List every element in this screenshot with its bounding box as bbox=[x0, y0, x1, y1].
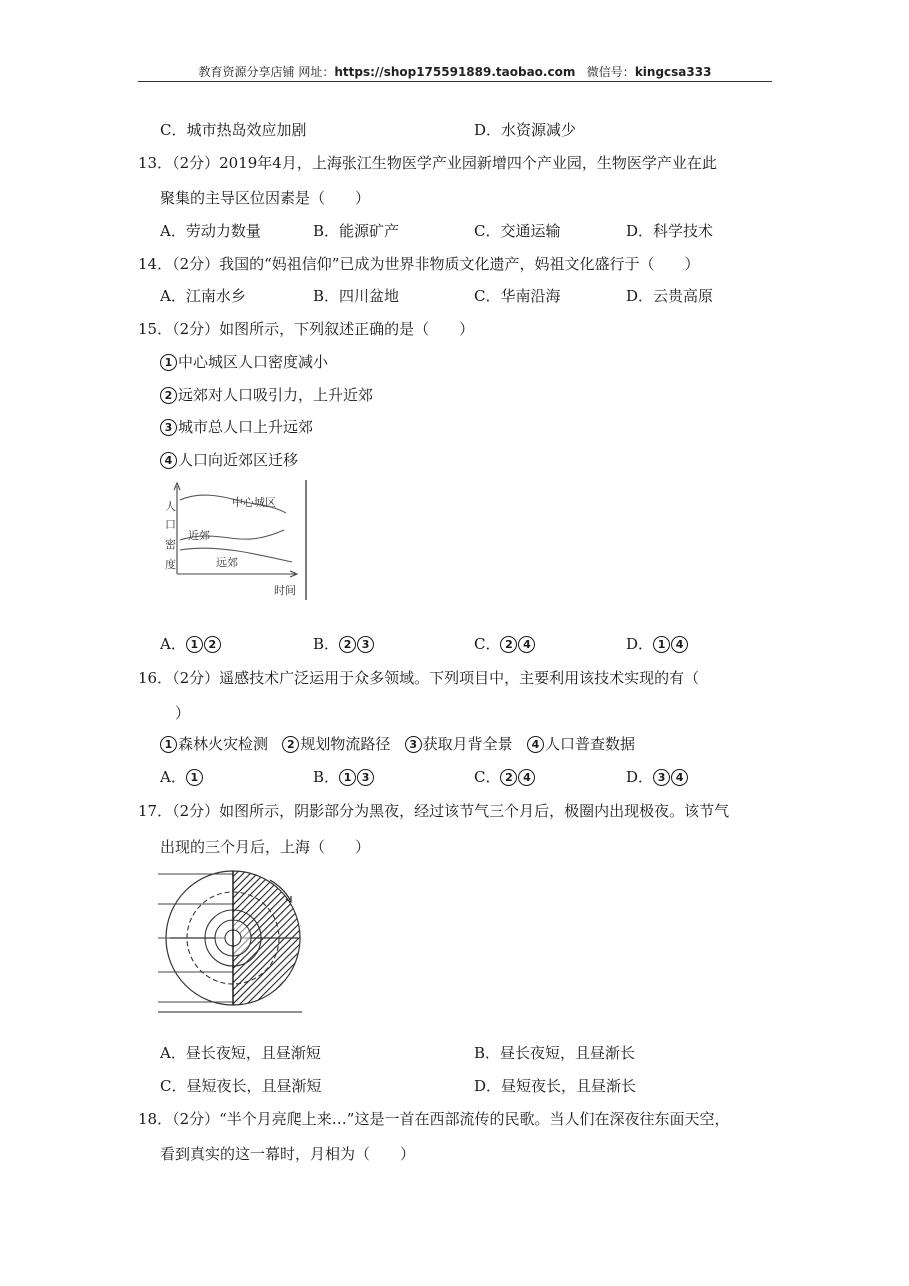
header-shop-label: 教育资源分享店铺 网址： bbox=[198, 65, 335, 79]
q16-items bbox=[160, 734, 635, 754]
q17-daynight-figure bbox=[158, 866, 304, 1014]
q15-option-b: B． 2 3 bbox=[313, 634, 375, 654]
header-url[interactable]: https://shop175591889.taobao.com bbox=[334, 65, 576, 79]
q13-option-c: C．交通运输 bbox=[474, 222, 561, 240]
q15-statement-1-text: 中心城区人口密度减小 bbox=[178, 353, 329, 371]
circled-4: 4 bbox=[160, 452, 177, 469]
q17-stem-line1: 17．（2分）如图所示，阴影部分为黑夜，经过该节气三个月后，极圈内出现极夜。该节气 bbox=[138, 802, 730, 820]
q17-option-b: B．昼长夜短，且昼渐长 bbox=[474, 1044, 636, 1062]
q12-option-d: D．水资源减少 bbox=[474, 121, 577, 139]
q15-ylabel-4: 度 bbox=[165, 558, 176, 571]
circled-4: 4 bbox=[671, 769, 688, 786]
q16-item-4: 人口普查数据 bbox=[544, 735, 635, 753]
circled-1: 1 bbox=[186, 769, 203, 786]
q15-stem: 15．（2分）如图所示，下列叙述正确的是（ ） bbox=[138, 320, 475, 338]
q15-statement-2-text: 远郊对人口吸引力，上升近郊 bbox=[178, 386, 374, 404]
circled-1: 1 bbox=[339, 769, 356, 786]
circled-3: 3 bbox=[357, 636, 374, 653]
q16-option-b: B． 1 3 bbox=[313, 767, 375, 787]
q14-stem: 14．（2分）我国的“妈祖信仰”已成为世界非物质文化遗产，妈祖文化盛行于（ ） bbox=[138, 255, 700, 273]
q15-label-far: 远郊 bbox=[216, 556, 238, 569]
q16-option-d: D． 3 4 bbox=[626, 767, 689, 787]
q16-item-2: 规划物流路径 bbox=[300, 735, 391, 753]
q15-statement-4-text: 人口向近郊区迁移 bbox=[178, 451, 299, 469]
q15-option-d: D． 1 4 bbox=[626, 634, 689, 654]
circled-4: 4 bbox=[671, 636, 688, 653]
q15-statement-1 bbox=[160, 352, 328, 372]
circled-3: 3 bbox=[405, 736, 422, 753]
circled-4: 4 bbox=[518, 636, 535, 653]
header-wechat-label: 微信号： bbox=[586, 65, 635, 79]
q15-ylabel-2: 口 bbox=[165, 518, 176, 531]
circled-2: 2 bbox=[339, 636, 356, 653]
q14-option-b: B．四川盆地 bbox=[313, 287, 400, 305]
circled-1: 1 bbox=[186, 636, 203, 653]
q13-stem-line1: 13．（2分）2019年4月，上海张江生物医学产业园新增四个产业园，生物医学产业在此 bbox=[138, 154, 717, 172]
q15-statement-3-text: 城市总人口上升远郊 bbox=[178, 418, 314, 436]
q14-option-a: A．江南水乡 bbox=[160, 287, 246, 305]
q17-option-d: D．昼短夜长，且昼渐长 bbox=[474, 1077, 637, 1095]
q13-option-b: B．能源矿产 bbox=[313, 222, 400, 240]
q17-stem-line2: 出现的三个月后，上海（ ） bbox=[160, 838, 371, 856]
q13-option-a: A．劳动力数量 bbox=[160, 222, 261, 240]
circled-1: 1 bbox=[160, 736, 177, 753]
circled-4: 4 bbox=[527, 736, 544, 753]
circled-2: 2 bbox=[204, 636, 221, 653]
q14-option-d: D．云贵高原 bbox=[626, 287, 714, 305]
q15-statement-4 bbox=[160, 450, 298, 470]
q16-item-1: 森林火灾检测 bbox=[178, 735, 269, 753]
header-rule bbox=[138, 81, 772, 82]
circled-2: 2 bbox=[500, 636, 517, 653]
circled-2: 2 bbox=[282, 736, 299, 753]
circled-4: 4 bbox=[518, 769, 535, 786]
q17-option-a: A．昼长夜短，且昼渐短 bbox=[160, 1044, 321, 1062]
q13-stem-line2: 聚集的主导区位因素是（ ） bbox=[160, 189, 371, 207]
q16-stem-line2: ） bbox=[175, 704, 191, 722]
q15-option-a: A． 1 2 bbox=[160, 634, 222, 654]
q17-option-c: C．昼短夜长，且昼渐短 bbox=[160, 1077, 322, 1095]
circled-2: 2 bbox=[500, 769, 517, 786]
q15-ylabel-3: 密 bbox=[165, 538, 176, 551]
q12-option-c: C．城市热岛效应加剧 bbox=[160, 121, 307, 139]
q15-label-near: 近郊 bbox=[188, 529, 210, 542]
header-wechat-id: kingcsa333 bbox=[634, 65, 712, 79]
circled-3: 3 bbox=[357, 769, 374, 786]
q14-option-c: C．华南沿海 bbox=[474, 287, 561, 305]
circled-3: 3 bbox=[160, 419, 177, 436]
q16-item-3: 获取月背全景 bbox=[422, 735, 513, 753]
q15-statement-3 bbox=[160, 417, 313, 437]
circled-1: 1 bbox=[653, 636, 670, 653]
q16-option-a: A． 1 bbox=[160, 767, 204, 787]
q15-label-center: 中心城区 bbox=[232, 496, 276, 509]
q13-option-d: D．科学技术 bbox=[626, 222, 714, 240]
circled-1: 1 bbox=[160, 354, 177, 371]
q18-stem-line1: 18．（2分）“半个月亮爬上来…”这是一首在西部流传的民歌。当人们在深夜往东面天空， bbox=[138, 1110, 730, 1128]
circled-2: 2 bbox=[160, 387, 177, 404]
q15-ylabel-1: 人 bbox=[165, 500, 176, 513]
q15-option-c: C． 2 4 bbox=[474, 634, 536, 654]
q18-stem-line2: 看到真实的这一幕时，月相为（ ） bbox=[160, 1145, 416, 1163]
q15-xlabel: 时间 bbox=[274, 584, 296, 597]
page-header bbox=[138, 63, 772, 80]
q15-population-density-figure bbox=[158, 478, 310, 602]
q16-option-c: C． 2 4 bbox=[474, 767, 536, 787]
q15-statement-2 bbox=[160, 385, 373, 405]
q16-stem-line1: 16．（2分）遥感技术广泛运用于众多领域。下列项目中，主要利用该技术实现的有（ bbox=[138, 669, 700, 687]
circled-3: 3 bbox=[653, 769, 670, 786]
